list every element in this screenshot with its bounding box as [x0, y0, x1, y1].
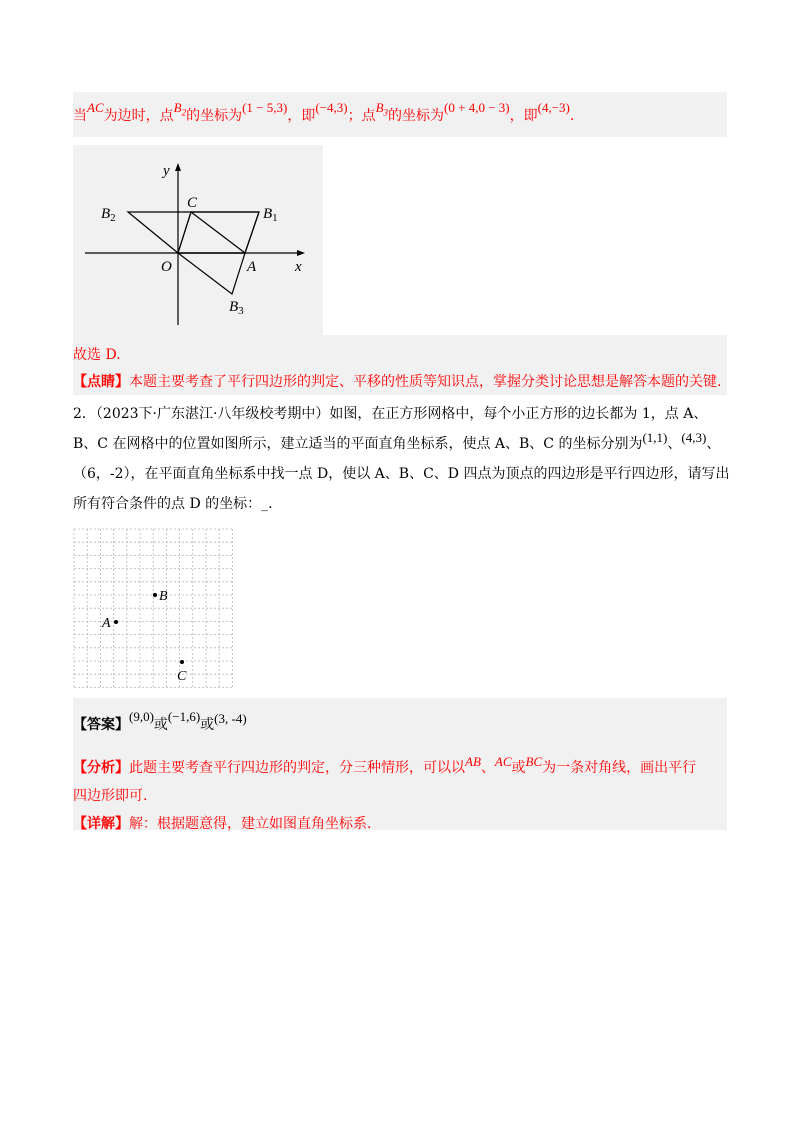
comment-text: 本题主要考查了平行四边形的判定、平移的性质等知识点，掌握分类讨论思想是解答本题的关键.: [129, 374, 722, 390]
coord-expr-1: (1 − 5,3): [242, 100, 288, 115]
label-c: C: [187, 195, 198, 211]
problem-line-2: B、C 在网格中的位置如图所示，建立适当的平面直角坐标系，使点 A、B、C 的坐标分别为(1,1)、(4,3)、: [73, 430, 721, 452]
label-o: O: [161, 259, 172, 275]
coord-result-2: (4,−3): [537, 100, 570, 115]
label-y: y: [163, 163, 170, 179]
grid-figure: [73, 528, 239, 694]
point-a-dot: [114, 620, 118, 624]
coord-b: (4,3): [681, 430, 707, 445]
answer-value-3: (3, -4): [214, 711, 247, 726]
analysis-line-2: 四边形即可.: [73, 788, 148, 804]
detail-line: 【详解】解：根据题意得，建立如图直角坐标系.: [73, 816, 372, 832]
grid-lines: [74, 529, 232, 687]
choose-line: 故选 D.: [73, 347, 121, 363]
grid-label-a: A: [102, 616, 111, 631]
label-b2: $B_2$: [101, 206, 116, 224]
answer-line: 【答案】(9,0)或(−1,6)或(3, -4): [73, 709, 247, 733]
analysis-tag: 【分析】: [73, 760, 129, 776]
point-b3: $B_3$: [375, 100, 389, 118]
problem-line-1: 2．（2023下·广东湛江·八年级校考期中）如图，在正方形网格中，每个小正方形的边长都为 1，点 A、: [73, 406, 708, 422]
label-b3: $B_3$: [229, 299, 244, 317]
coord-result-1: (−4,3): [315, 100, 348, 115]
answer-value-1: (9,0): [129, 709, 154, 724]
solution-line-1: 当AC为边时，点$B_2$的坐标为(1 − 5,3)，即(−4,3)；点$B_3$的坐标为(0 + 4,0 − 3)，即(4,−3).: [73, 100, 575, 124]
answer-tag: 【答案】: [73, 717, 129, 733]
point-c-dot: [180, 660, 184, 664]
point-b-dot: [153, 593, 157, 597]
label-b1: $B_1$: [263, 206, 278, 224]
problem-line-3: （6，-2），在平面直角坐标系中找一点 D，使以 A、B、C、D 四点为顶点的四边形是平行四边形，请写出: [73, 466, 730, 482]
label-x: x: [295, 259, 302, 275]
problem-line-4: 所有符合条件的点 D 的坐标：_.: [73, 496, 273, 512]
point-b2: $B_2$: [173, 100, 187, 118]
answer-value-2: (−1,6): [167, 709, 201, 724]
label-a: A: [247, 259, 257, 275]
analysis-line-1: 【分析】此题主要考查平行四边形的判定，分三种情形，可以以AB、AC或BC为一条对角线，画出平行: [73, 754, 697, 776]
segment-ac: AC: [87, 100, 104, 115]
grid-label-c: C: [177, 669, 187, 684]
coord-a: (1,1): [642, 430, 668, 445]
coord-expr-2: (0 + 4,0 − 3): [444, 100, 510, 115]
detail-tag: 【详解】: [73, 816, 129, 832]
coord-c: （6，-2）: [73, 466, 131, 482]
grid-label-b: B: [159, 589, 168, 604]
comment-line: [73, 372, 727, 392]
parallelogram-figure: [73, 145, 323, 335]
comment-tag: 【点睛】: [73, 374, 129, 390]
